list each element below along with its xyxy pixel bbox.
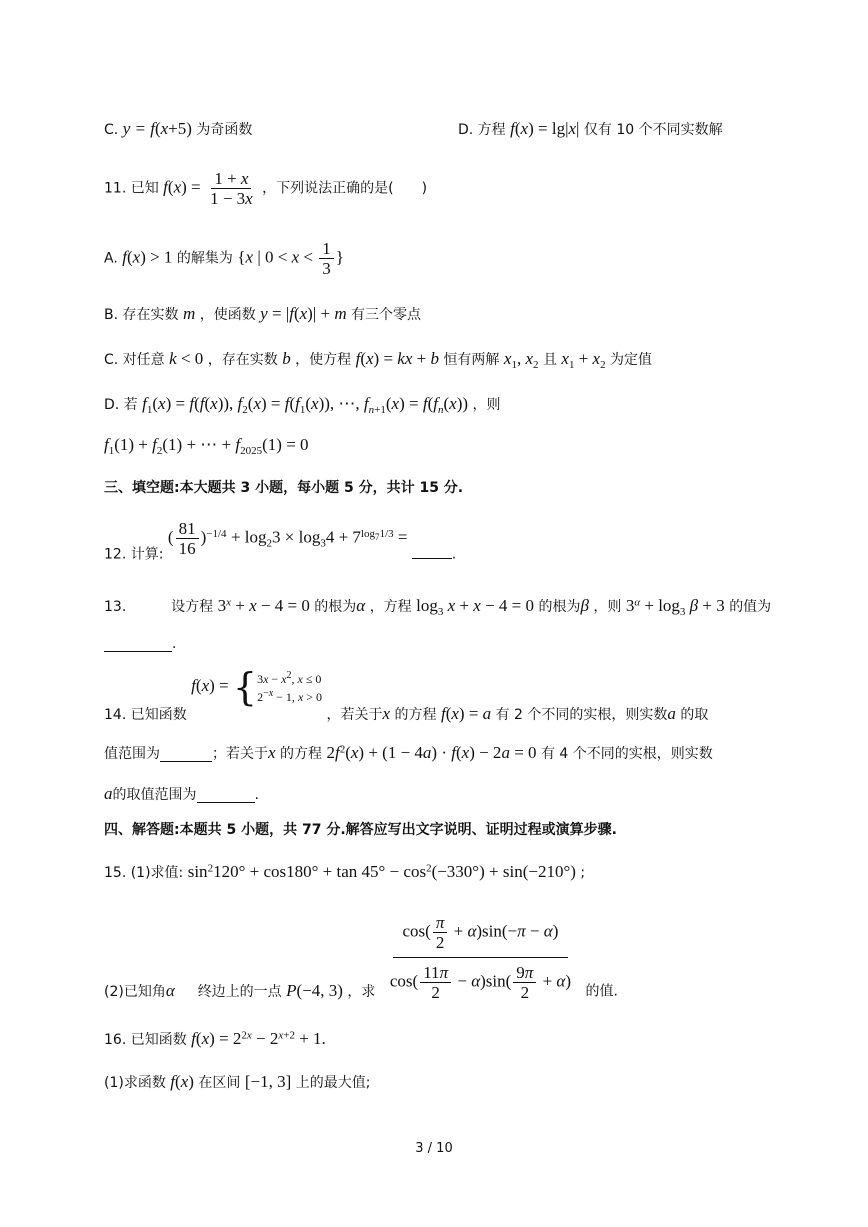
option-text: ，则	[472, 397, 501, 413]
option-text: ，使方程	[295, 352, 352, 368]
option-text: 且	[542, 352, 557, 368]
option-text: ，使函数	[199, 307, 256, 323]
q11-option-d: D. 若 $f_1(x) = f(f(x))$, $f_2(x) = f(f_1(x))$, ⋯, $f_{n+1}(x) = f(f_n(x))$ ，则	[104, 394, 501, 416]
q15-part2: (2)已知角α 终边上的一点 P(−4, 3) ，求 cos( $\frac{\pi}{2}$ + α)sin(−π − α) cos( $\frac{11\pi}{2}$ − α)sin( $\frac{9\pi}{2}$ + α) 的值.	[104, 913, 618, 1002]
formula: y = f	[122, 119, 155, 138]
fraction: $\frac{1 + x}{1 - 3x}$	[210, 169, 253, 208]
q14-line2: 值范围为 ；若关于x 的方程 $2f^2(x) + (1 - 4a) \cdot f(x) - 2a = 0$ 有 4 个不同的实根，则实数	[104, 743, 713, 762]
option-label: B. 存在实数	[104, 307, 179, 323]
q14-line3: a的取值范围为 .	[104, 784, 259, 803]
question-number: 13.	[104, 599, 127, 615]
question-number: 14. 已知函数	[104, 707, 187, 723]
q15-part1: 15. (1)求值: $\sin^2120^\circ + \cos 180^\circ + \tan 45^\circ - \cos^2(-330^\circ) + \sin(-210^\circ)$ ;	[104, 862, 586, 881]
q14: 14. 已知函数 f(x) = { $3x - x^2$, x ≤ 0 $2^{-x} - 1$, x > 0 ，若关于x 的方程 f(x) = a 有 2 个不同的实根，则实数a 的取	[104, 665, 709, 723]
option-label: D. 方程	[458, 122, 506, 138]
option-text: 为奇函数	[196, 122, 253, 138]
q16: 16. 已知函数 $f(x) = 2^{2x} - 2^{x+2} + 1$.	[104, 1029, 326, 1048]
fraction: cos( $\frac{\pi}{2}$ + α)sin(−π − α) cos( $\frac{11\pi}{2}$ − α)sin( $\frac{9\pi}{2}$ + α)	[389, 913, 572, 1002]
q11-stem: 11. 已知 f(x) = $\frac{1 + x}{1 - 3x}$ ，下列说法正确的是( )	[104, 169, 428, 208]
page-number: 3 / 10	[415, 1141, 453, 1156]
answer-blank[interactable]	[160, 747, 212, 762]
q13: 13. 设方程 $3^x + x - 4 = 0$ 的根为α ，方程 $\log_3 x + x - 4 = 0$ 的根为β ，则 $3^\alpha + \log_3 \beta + 3$ 的值为	[104, 596, 772, 618]
answer-blank[interactable]	[104, 637, 172, 652]
question-text: ，下列说法正确的是( )	[262, 180, 428, 197]
q10-option-c: C. y = f(x+5) 为奇函数	[104, 119, 253, 138]
option-text: 为定值	[610, 352, 653, 368]
q12: 12. 计算: ( $\frac{81}{16}$ )$^{-1/4} + \log_23 \times \log_34 + 7^{log_71/3}$ = .	[104, 519, 457, 563]
section-heading-4: 四、解答题:本题共 5 小题，共 77 分.解答应写出文字说明、证明过程或演算步骤.	[104, 822, 617, 838]
q16-part1: (1)求函数 f(x) 在区间 [−1, 3] 上的最大值;	[104, 1072, 371, 1091]
q13-blank-line: .	[104, 637, 176, 652]
option-text: 恒有两解	[443, 352, 500, 368]
option-label: C.	[104, 122, 119, 138]
option-text: 仅有 10 个不同实数解	[583, 122, 723, 138]
option-label: D. 若	[104, 397, 138, 413]
formula: f	[163, 177, 168, 197]
option-label: C. 对任意	[104, 352, 165, 368]
section-heading-3: 三、填空题:本大题共 3 小题，每小题 5 分，共计 15 分.	[104, 480, 464, 496]
question-number: 12. 计算:	[104, 546, 164, 563]
option-label: A.	[104, 250, 118, 267]
question-number: 16. 已知函数	[104, 1032, 187, 1048]
option-text: ，存在实数	[207, 352, 278, 368]
q11-option-a: A. f(x) > 1 的解集为 {x | 0 < x < $\frac{1}{3}$ }	[104, 239, 344, 278]
q10-option-d: D. 方程 f(x) = lg|x| 仅有 10 个不同实数解	[458, 119, 723, 138]
question-number: 15. (1)求值:	[104, 865, 184, 881]
formula: f	[510, 119, 515, 138]
q11-option-b: B. 存在实数 m ，使函数 y = |f(x)| + m 有三个零点	[104, 304, 422, 323]
answer-blank[interactable]	[412, 558, 452, 559]
q11-option-c: C. 对任意 k < 0 ，存在实数 b ，使方程 f(x) = kx + b 恒有两解 $x_1$, $x_2$ 且 $x_1 + x_2$ 为定值	[104, 349, 653, 371]
q11-option-d-formula: $f_1(1) + f_2(1)$ + ⋯ + $f_{2025}(1) = 0$	[104, 435, 309, 457]
answer-blank[interactable]	[197, 788, 255, 803]
question-number: 11. 已知	[104, 180, 159, 197]
option-text: 有三个零点	[351, 307, 422, 323]
option-text: 的解集为	[176, 250, 233, 267]
